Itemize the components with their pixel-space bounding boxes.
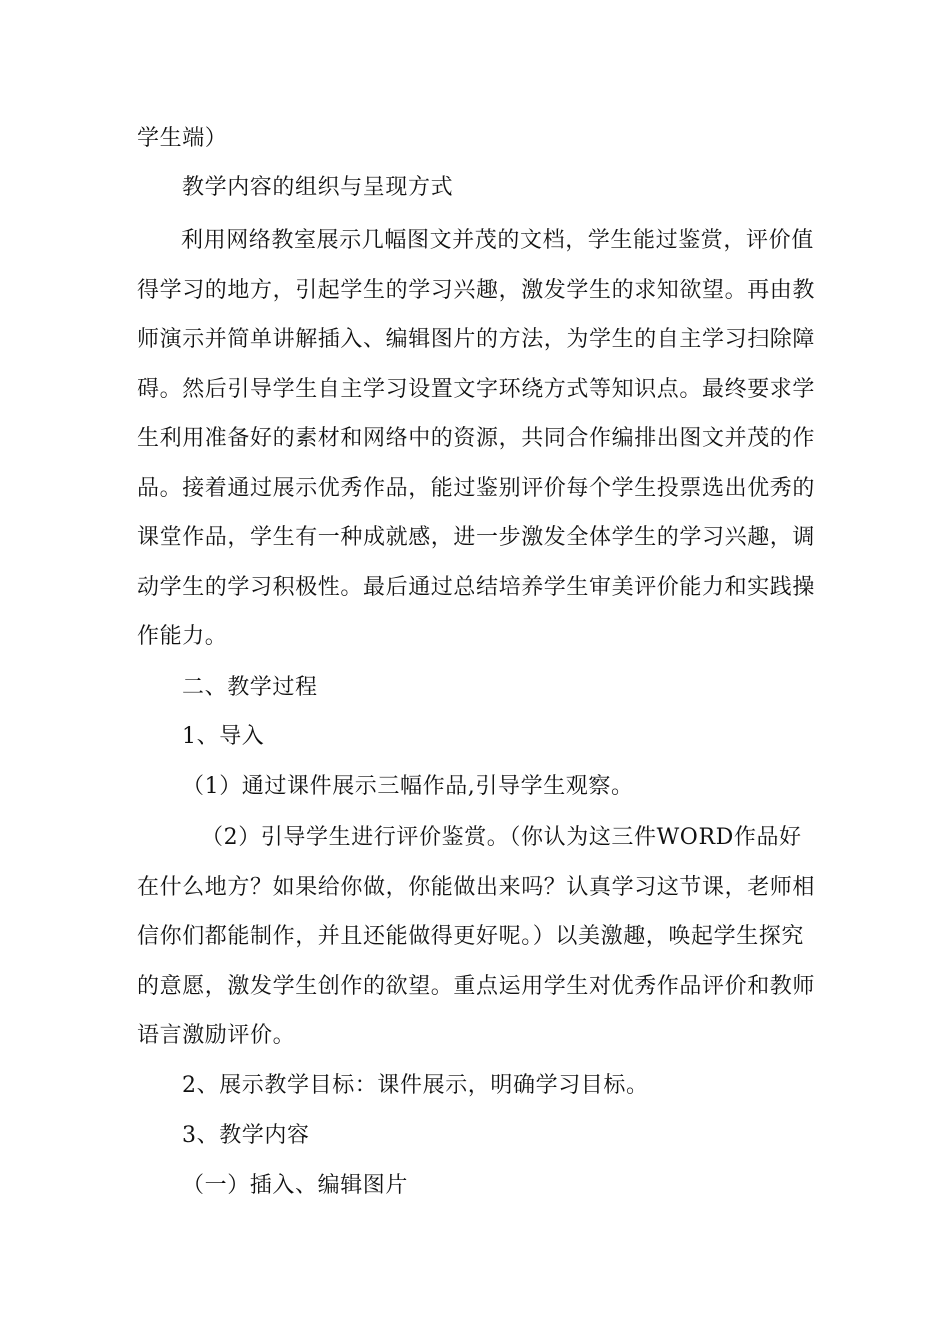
item-introduction: 1、导入 <box>182 724 265 749</box>
item-teaching-content-1: （一）插入、编辑图片 <box>182 1173 409 1198</box>
item-introduction-2: （2）引导学生进行评价鉴赏。（你认为这三件WORD作品好在什么地方？如果给你做，你能做出来吗？认真学习这节课，老师相信你们都能制作，并且还能做得更好呢。）以美激趣，唤起学生探究的意愿，激发学生创作的欲望。重点运用学生对优秀作品评价和教师语言激励评价。 <box>137 825 816 1048</box>
line-continuation: 学生端） <box>137 126 228 151</box>
item-teaching-content: 3、教学内容 <box>182 1123 310 1148</box>
paragraph-organization: 利用网络教室展示几幅图文并茂的文档，学生能过鉴赏，评价值得学习的地方，引起学生的学习兴趣，激发学生的求知欲望。再由教师演示并简单讲解插入、编辑图片的方法，为学生的自主学习扫除障碍。然后引导学生自主学习设置文字环绕方式等知识点。最终要求学生利用准备好的素材和网络中的资源，共同合作编排出图文并茂的作品。接着通过展示优秀作品，能过鉴别评价每个学生投票选出优秀的课堂作品，学生有一种成就感，进一步激发全体学生的学习兴趣，调动学生的学习积极性。最后通过总结培养学生审美评价能力和实践操作能力。 <box>137 228 816 649</box>
item-teaching-goal: 2、展示教学目标：课件展示，明确学习目标。 <box>182 1073 649 1098</box>
heading-organization: 教学内容的组织与呈现方式 <box>182 175 454 200</box>
item-introduction-1: （1）通过课件展示三幅作品,引导学生观察。 <box>182 774 634 799</box>
heading-teaching-process: 二、教学过程 <box>182 675 318 700</box>
